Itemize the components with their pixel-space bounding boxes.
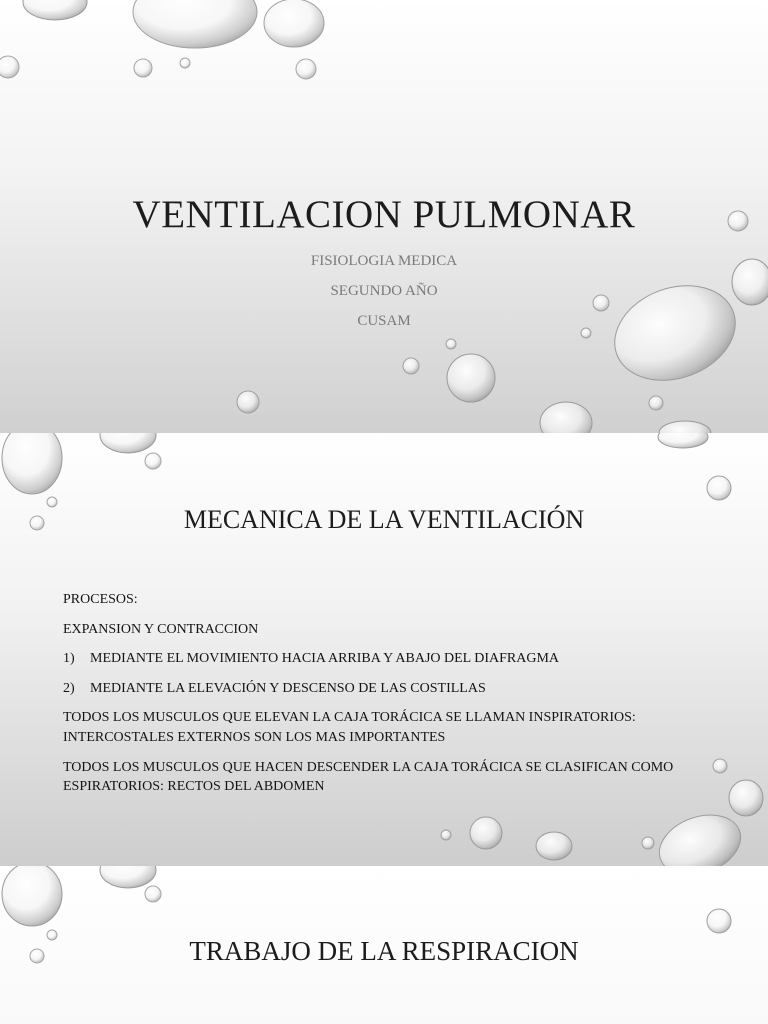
slide-title: MECANICA DE LA VENTILACIÓN [183,505,585,534]
list-number: 2) [63,680,75,696]
slide-title: TRABAJO DE LA RESPIRACION [189,936,579,966]
list-text: MEDIANTE EL MOVIMIENTO HACIA ARRIBA Y ABAJO DEL DIAFRAGMA [90,651,559,667]
list-number: 1) [63,651,75,667]
list-item [63,679,713,699]
slide-body [63,590,713,807]
paragraph-expiratory: TODOS LOS MUSCULOS QUE HACEN DESCENDER LA CAJA TORÁCICA SE CLASIFICAN COMO ESPIRATORIOS: RECTOS DEL ABDOMEN [63,759,674,795]
subtitle-institution: CUSAM [357,313,411,329]
title-slide [0,0,768,433]
subtitle-course: FISIOLOGIA MEDICA [310,253,458,269]
list-item [63,649,713,669]
intro-text: PROCESOS: [63,592,138,607]
paragraph-inspiratory: TODOS LOS MUSCULOS QUE ELEVAN LA CAJA TORÁCICA SE LLAMAN INSPIRATORIOS: INTERCOSTALES EXTERNOS SON LOS MAS IMPORTANTES [63,710,636,745]
section-heading: EXPANSION Y CONTRACCION [63,621,259,637]
list-text: MEDIANTE LA ELEVACIÓN Y DESCENSO DE LAS COSTILLAS [90,680,486,696]
slide-title: VENTILACION PULMONAR [132,193,636,236]
partial-slide [0,866,768,1024]
subtitle-year: SEGUNDO AÑO [330,283,438,299]
content-slide [0,433,768,866]
